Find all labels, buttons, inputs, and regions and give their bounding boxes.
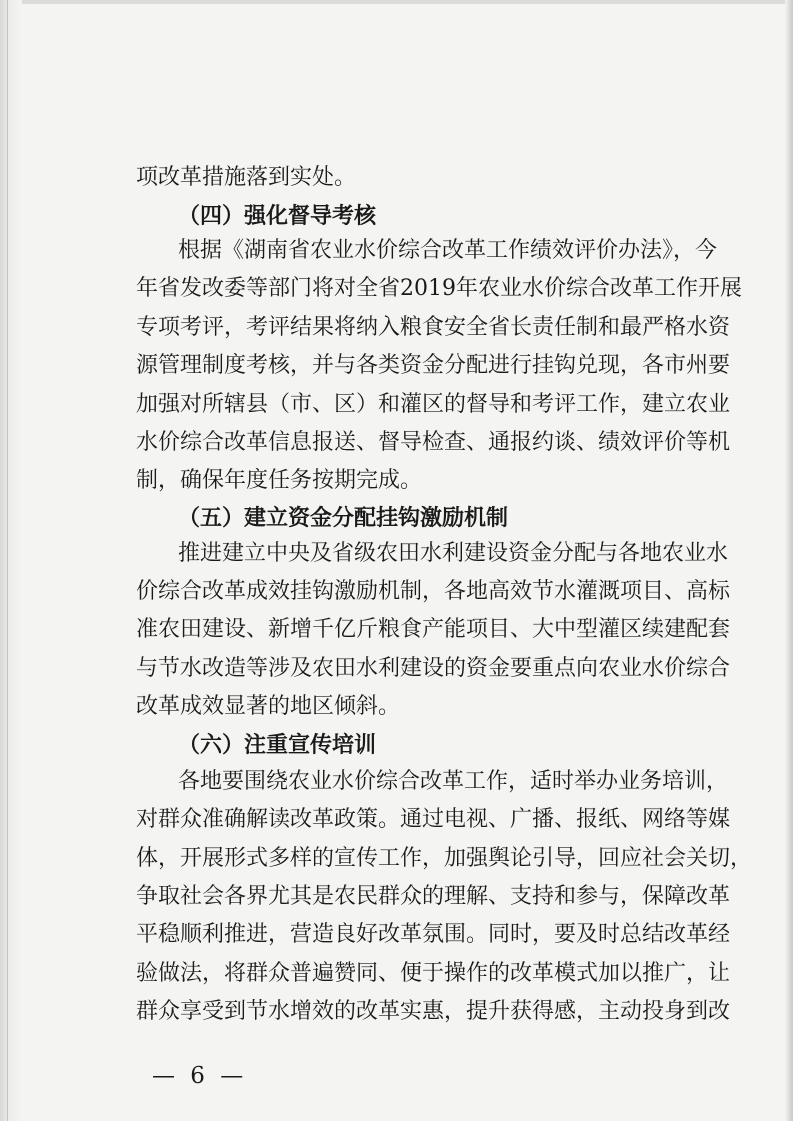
body-line: 项改革措施落到实处。 [136,165,357,190]
body-line: 与节水改造等涉及农田水利建设的资金要重点向农业水价综合 [136,656,731,681]
body-line: 年省发改委等部门将对全省2019年农业水价综合改革工作开展 [136,276,742,301]
body-line: 准农田建设、新增千亿斤粮食产能项目、大中型灌区续建配套 [136,617,731,642]
body-line: 加强对所辖县（市、区）和灌区的督导和考评工作，建立农业 [136,392,731,417]
body-line: 验做法，将群众普遍赞同、便于操作的改革模式加以推广，让 [136,961,731,986]
body-line: 推进建立中央及省级农田水利建设资金分配与各地农业水 [178,541,729,566]
section-heading-5: （五）建立资金分配挂钩激励机制 [178,506,509,531]
body-line: 平稳顺利推进，营造良好改革氛围。同时，要及时总结改革经 [136,922,731,947]
section-heading-6: （六）注重宣传培训 [178,733,377,758]
body-line: 价综合改革成效挂钩激励机制，各地高效节水灌溉项目、高标 [136,579,731,604]
section-heading-4: （四）强化督导考核 [178,204,377,229]
body-line: 制，确保年度任务按期完成。 [136,468,423,493]
body-line: 水价综合改革信息报送、督导检查、通报约谈、绩效评价等机 [136,430,731,455]
body-line: 各地要围绕农业水价综合改革工作，适时举办业务培训， [178,769,729,794]
body-line: 改革成效显著的地区倾斜。 [136,694,401,719]
body-line: 对群众准确解读改革政策。通过电视、广播、报纸、网络等媒 [136,807,731,832]
page-number: — 6 — [152,1063,248,1089]
body-line: 争取社会各界尤其是农民群众的理解、支持和参与，保障改革 [136,884,731,909]
body-line: 专项考评，考评结果将纳入粮食安全省长责任制和最严格水资 [136,315,731,340]
body-line: 体，开展形式多样的宣传工作，加强舆论引导，回应社会关切， [136,846,753,871]
body-line: 源管理制度考核，并与各类资金分配进行挂钩兑现，各市州要 [136,353,731,378]
body-line: 根据《湖南省农业水价综合改革工作绩效评价办法》，今 [178,238,718,263]
body-line: 群众享受到节水增效的改革实惠，提升获得感，主动投身到改 [136,999,731,1024]
